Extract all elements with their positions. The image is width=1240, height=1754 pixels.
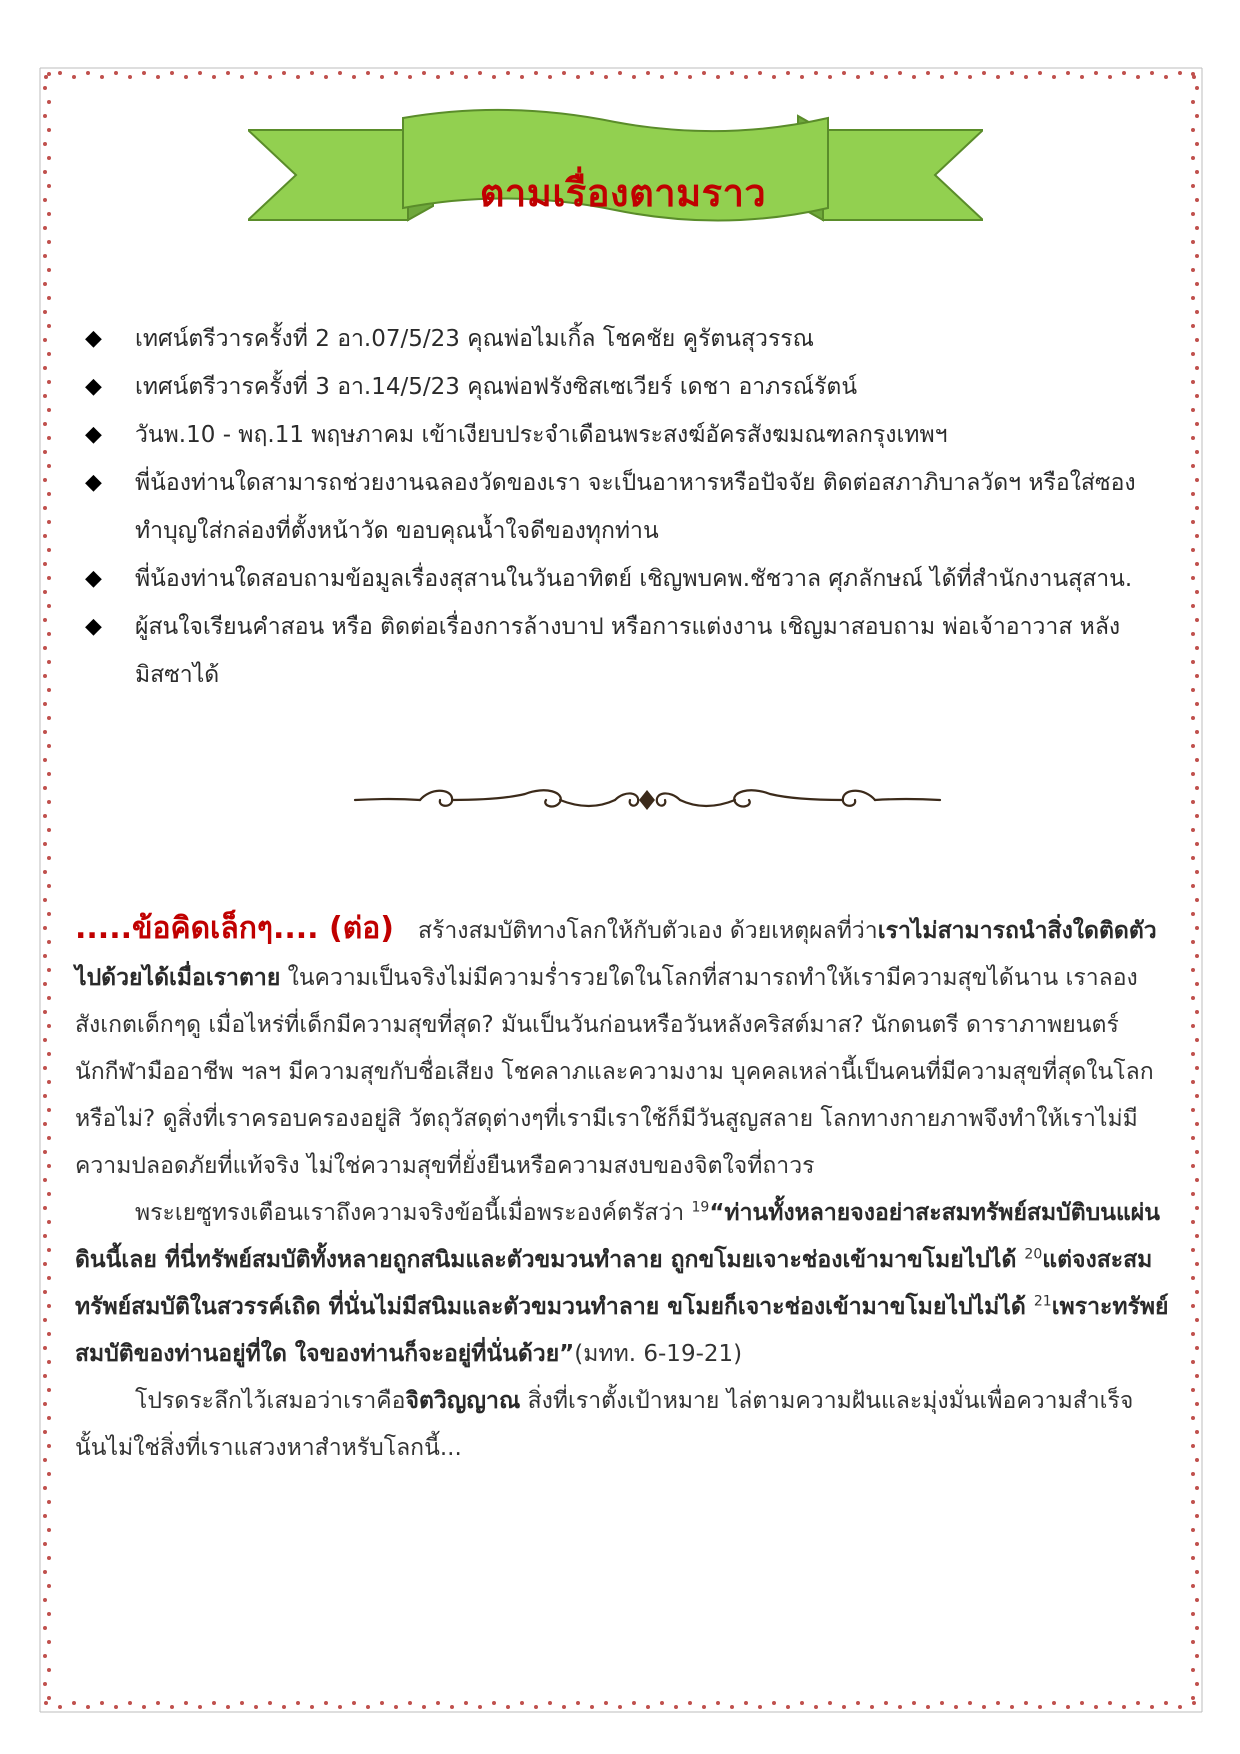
verse-number: 20 xyxy=(1024,1246,1043,1263)
diamond-bullet-icon: ◆ xyxy=(85,422,102,447)
list-item xyxy=(85,603,1175,699)
verse-number: 21 xyxy=(1033,1293,1052,1310)
list-item xyxy=(85,555,1175,603)
notice-text: ผู้สนใจเรียนคำสอน หรือ ติดต่อเรื่องการล้างบาป หรือการแต่งงาน เชิญมาสอบถาม พ่อเจ้าอาวาส หลังมิสซาได้ xyxy=(135,614,1121,688)
scripture-reference: (มทท. 6-19-21) xyxy=(574,1341,743,1367)
article-text: สิ่งที่เราตั้งเป้าหมาย ไล่ตามความฝันและมุ่งมั่นเพื่อความสำเร็จ นั้นไม่ใช่สิ่งที่เราแสวงหาสำหรับโลกนี้... xyxy=(75,1388,1134,1461)
article-text: ในความเป็นจริงไม่มีความร่ำรวยใดในโลกที่สามารถทำให้เรามีความสุขได้นาน เราลองสังเกตเด็กๆดู เมื่อไหร่ที่เด็กมีความสุขที่สุด? มันเป็นวันก่อนหรือวันหลังคริสต์มาส? นักดนตรี ดาราภาพยนตร์ นักกีฬามืออาชีพ ฯลฯ มีความสุขกับชื่อเสียง โชคลาภและความงาม บุคคลเหล่านี้เป็นคนที่มีความสุขที่สุดในโลกหรือไม่? ดูสิ่งที่เราครอบครองอยู่สิ วัตถุวัสดุต่างๆที่เรามีเราใช้ก็มีวันสูญสลาย โลกทางกายภาพจึงทำให้เราไม่มีความปลอดภัยที่แท้จริง ไม่ใช่ความสุขที่ยั่งยืนหรือความสงบของจิตใจที่ถาวร xyxy=(75,965,1154,1179)
article-paragraph xyxy=(75,905,1170,1190)
article-text: โปรดระลึกไว้เสมอว่าเราคือ xyxy=(135,1388,406,1414)
notice-text: พี่น้องท่านใดสามารถช่วยงานฉลองวัดของเรา จะเป็นอาหารหรือปัจจัย ติดต่อสภาภิบาลวัดฯ หรือใส่ซองทำบุญใส่กล่องที่ตั้งหน้าวัด ขอบคุณน้ำใจดีของทุกท่าน xyxy=(135,470,1136,544)
article-bold-text: จิตวิญญาณ xyxy=(405,1388,521,1414)
notice-text: เทศน์ตรีวารครั้งที่ 3 อา.14/5/23 คุณพ่อฟรังซิสเซเวียร์ เดชา อาภรณ์รัตน์ xyxy=(135,374,858,400)
notice-text: พี่น้องท่านใดสอบถามข้อมูลเรื่องสุสานในวันอาทิตย์ เชิญพบคพ.ชัชวาล ศุภลักษณ์ ได้ที่สำนักงานสุสาน. xyxy=(135,566,1133,592)
article-paragraph xyxy=(75,1190,1170,1378)
article-text: สร้างสมบัติทางโลกให้กับตัวเอง ด้วยเหตุผลที่ว่า xyxy=(417,918,878,944)
list-item xyxy=(85,459,1175,555)
diamond-bullet-icon: ◆ xyxy=(85,326,102,351)
flourish-divider xyxy=(350,780,945,820)
list-item xyxy=(85,315,1175,363)
diamond-bullet-icon: ◆ xyxy=(85,566,102,591)
article-bold-text: เราไม่สามารถนำสิ่งใดติดตัวไปด้วยได้เมื่อเราตาย xyxy=(75,918,1157,991)
diamond-bullet-icon: ◆ xyxy=(85,614,102,639)
article-text: พระเยซูทรงเตือนเราถึงความจริงข้อนี้เมื่อพระองค์ตรัสว่า xyxy=(135,1200,692,1226)
scripture-quote: แต่จงสะสมทรัพย์สมบัติในสวรรค์เถิด ที่นั่นไม่มีสนิมและตัวขมวนทำลาย ขโมยก็เจาะช่องเข้ามาขโมยไปไม่ได้ xyxy=(75,1247,1153,1320)
list-item xyxy=(85,363,1175,411)
divider-diamond-icon xyxy=(639,790,655,810)
scripture-quote: เพราะทรัพย์สมบัติของท่านอยู่ที่ใด ใจของท่านก็จะอยู่ที่นั่นด้วย” xyxy=(75,1294,1169,1367)
diamond-bullet-icon: ◆ xyxy=(85,374,102,399)
notice-list xyxy=(85,315,1175,699)
scripture-quote: “ท่านทั้งหลายจงอย่าสะสมทรัพย์สมบัติบนแผ่นดินนี้เลย ที่นี่ทรัพย์สมบัติทั้งหลายถูกสนิมและตัวขมวนทำลาย ถูกขโมยเจาะช่องเข้ามาขโมยไปได้ xyxy=(75,1200,1161,1273)
notice-text: เทศน์ตรีวารครั้งที่ 2 อา.07/5/23 คุณพ่อไมเกิ้ล โชคชัย คูรัตนสุวรรณ xyxy=(135,326,814,352)
diamond-bullet-icon: ◆ xyxy=(85,470,102,495)
article xyxy=(75,905,1170,1472)
notice-text: วันพ.10 - พฤ.11 พฤษภาคม เข้าเงียบประจำเดือนพระสงฆ์อัครสังฆมณฑลกรุงเทพฯ xyxy=(135,422,948,448)
article-paragraph xyxy=(75,1378,1170,1472)
list-item xyxy=(85,411,1175,459)
banner-title: ตามเรื่องตามราว xyxy=(479,170,767,215)
article-heading: .....ข้อคิดเล็กๆ.... (ต่อ) xyxy=(75,911,394,946)
verse-number: 19 xyxy=(691,1199,710,1216)
